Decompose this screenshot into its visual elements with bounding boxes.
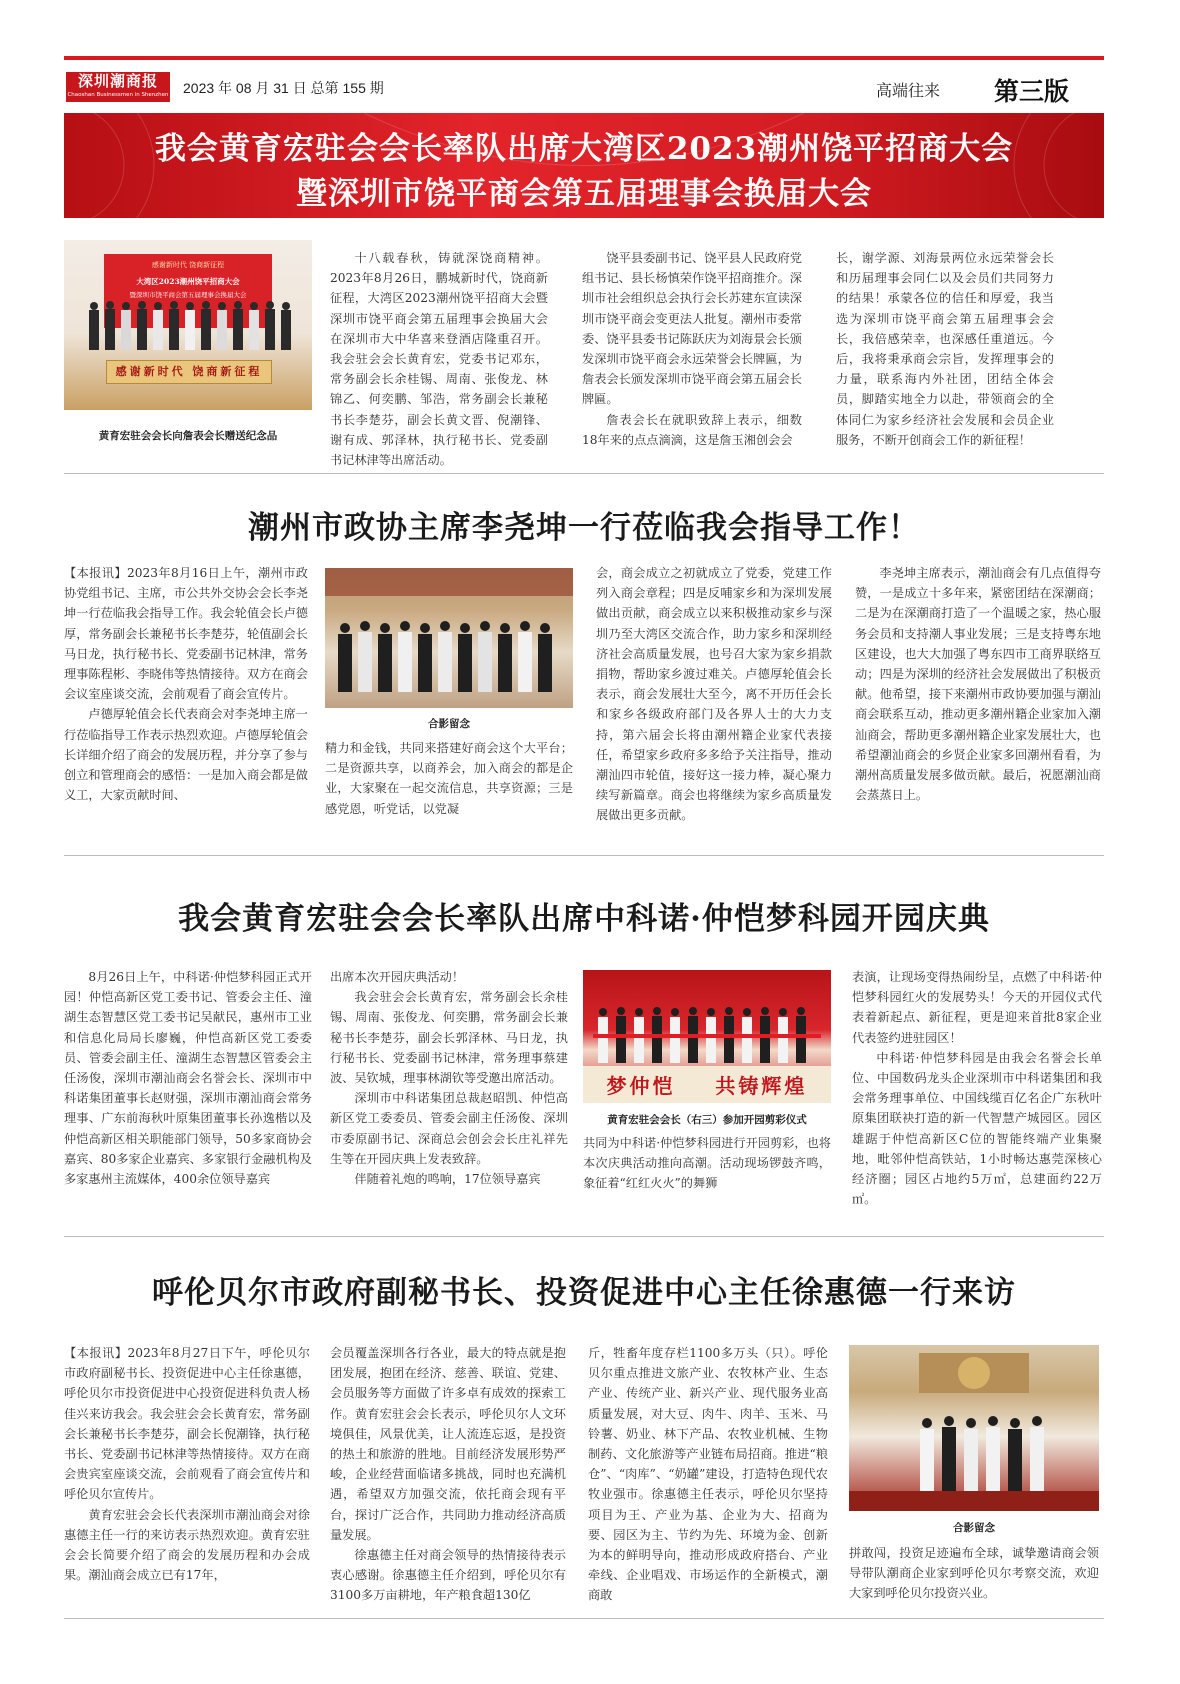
article2-caption: 合影留念	[428, 718, 470, 730]
article4-col2	[330, 1343, 566, 1606]
article4-col4	[849, 1543, 1099, 1604]
stage-text-1: 大湾区2023潮州饶平招商大会	[136, 277, 240, 286]
photo-banner-text: 梦仲恺 共铸辉煌	[606, 1074, 808, 1098]
stage-golden-sign	[106, 360, 272, 384]
page-number: 第三版	[994, 78, 1070, 106]
article4-title: 呼伦贝尔市政府副秘书长、投资促进中心主任徐惠德一行来访	[152, 1275, 1016, 1311]
divider	[64, 473, 1104, 474]
paragraph: 长，谢学源、刘海景两位永远荣誉会长和历届理事会同仁以及会员们共同努力的结果！承蒙各位的信任和厚爱，我当选为深圳市饶平商会第五届理事会会长，我倍感荣幸，也深感任重道远。今后，我将秉承商会宗旨，发挥理事会的力量，联系海内外社团，团结全体会员，脚踏实地全力以赴，带领商会的全体同仁为家乡经济社会发展和会员企业服务，不断开创商会工作的新征程！	[836, 251, 1054, 447]
masthead-logo-en: Chaoshan Businessmen in Shenzhen	[67, 92, 169, 98]
paragraph: 十八载春秋，铸就深饶商精神。2023年8月26日，鹏城新时代，饶商新征程，大湾区2023潮州饶平招商大会暨深圳市饶平商会第五届理事会换届大会在深圳市大中华喜来登酒店隆重召开。我会驻会会长黄育宏，党委书记邓东，常务副会长余桂锡、周南、张俊龙、林锦乙、何奕鹏、邹浩，常务副会长兼秘书长李楚芬，副会长黄文晋、倪潮锋、谢有成、郭泽林，执行秘书长、党委副书记林津等出席活动。	[330, 251, 548, 468]
paragraph: 卢德厚轮值会长代表商会对李尧坤主席一行莅临指导工作表示热烈欢迎。卢德厚轮值会长详细介绍了商会的发展历程，并分享了参与创立和管理商会的感悟：一是加入商会都是做义工，大家贡献时间、	[64, 707, 308, 803]
article1-col1	[330, 248, 548, 470]
article2-title: 潮州市政协主席李尧坤一行莅临我会指导工作！	[248, 510, 920, 546]
article4-caption: 合影留念	[953, 1522, 995, 1534]
paragraph: 徐惠德主任对商会领导的热情接待表示衷心感谢。徐惠德主任介绍到，呼伦贝尔有3100多万亩耕地，年产粮食超130亿	[330, 1548, 566, 1603]
article3-caption: 黄育宏驻会会长（右三）参加开园剪彩仪式	[607, 1114, 807, 1126]
paragraph: 出席本次开园庆典活动！	[330, 970, 465, 984]
paragraph: 拼敢闯，投资足迹遍布全球，诚挚邀请商会领导带队潮商企业家到呼伦贝尔考察交流，欢迎大家到呼伦贝尔投资兴业。	[849, 1546, 1099, 1601]
article2-col2	[325, 738, 573, 819]
paragraph: 【本报讯】2023年8月27日下午，呼伦贝尔市政府副秘书长、投资促进中心主任徐惠德，呼伦贝尔市投资促进中心投资促进科负责人杨佳兴来访我会。我会驻会会长黄育宏，常务副会长兼秘书长李楚芬，副会长倪潮锋，执行秘书长、党委副书记林津等热情接待。双方在商会贵宾室座谈交流，会前观看了商会宣传片和呼伦贝尔宣传片。	[64, 1346, 310, 1502]
article2-photo[interactable]	[325, 568, 573, 708]
stage-slogan-small: 感谢新时代 饶商新征程	[151, 261, 225, 269]
article2-col4	[855, 563, 1101, 805]
paragraph: 【本报讯】2023年8月16日上午，潮州市政协党组书记、主席，市公共外交协会会长李尧坤一行莅临我会指导工作。我会轮值会长卢德厚，常务副会长兼秘书长李楚芬，轮值副会长马日龙，执行秘书长、党委副书记林津，常务理事陈程彬、李晓伟等热情接待。双方在商会会议室座谈交流，会前观看了商会宣传片。	[64, 566, 308, 702]
divider	[64, 1618, 1104, 1619]
paragraph: 表演，让现场变得热闹纷呈，点燃了中科诺·仲恺梦科园红火的发展势头！今天的开园仪式代表着新起点、新征程，更是迎来首批8家企业代表签约进驻园区！	[852, 970, 1102, 1045]
paragraph: 黄育宏驻会会长代表深圳市潮汕商会对徐惠德主任一行的来访表示热烈欢迎。黄育宏驻会会长简要介绍了商会的发展历程和办会成果。潮汕商会成立已有17年，	[64, 1507, 310, 1583]
article3-col3	[583, 1133, 831, 1194]
paragraph: 会员覆盖深圳各行各业，最大的特点就是抱团发展，抱团在经济、慈善、联谊、党建、会员服务等方面做了许多卓有成效的探索工作。黄育宏驻会会长表示，呼伦贝尔人文环境俱佳，风景优美，让人流连忘返，是投资的热土和旅游的胜地。目前经济发展形势严峻，企业经营面临诸多挑战，同时也充满机遇，希望双方加强交流，依托商会现有平台，探讨广泛合作，共同助力推动经济高质量发展。	[330, 1346, 566, 1542]
article3-col1	[64, 967, 312, 1189]
paragraph: 中科诺·仲恺梦科园是由我会名誉会长单位、中国数码龙头企业深圳市中科诺集团和我会常务理事单位、中国线缆百亿名企广东秋叶原集团联袂打造的新一代智慧产城园区。园区雄踞于仲恺高新区C位的智能终端产业集聚地，毗邻仲恺高铁站，1小时畅达惠莞深核心经济圈；园区占地约5万㎡，总建面约22万㎡。	[852, 1050, 1102, 1207]
masthead-logo[interactable]	[66, 72, 170, 102]
paragraph: 我会驻会会长黄育宏，常务副会长余桂锡、周南、张俊龙、何奕鹏，常务副会长兼秘书长李楚芬，副会长郭泽林、马日龙，执行秘书长、党委副书记林津，常务理事蔡建波、吴钦城，理事林湖钦等受邀出席活动。	[330, 990, 568, 1086]
divider	[64, 855, 1104, 856]
issue-date: 2023 年 08 月 31 日 总第 155 期	[183, 80, 384, 96]
article1-col3	[836, 248, 1054, 450]
article3-col4	[852, 967, 1102, 1209]
article3-col2	[330, 967, 568, 1189]
paragraph: 8月26日上午，中科诺·仲恺梦科园正式开园！仲恺高新区党工委书记、管委会主任、潼湖生态智慧区党工委书记吴献民，惠州市工业和信息化局局长廖巍，仲恺高新区党工委委员、管委会副主任、潼湖生态智慧区管委会主任汤俊，深圳市潮汕商会名誉会长、深圳市中科诺集团董事长赵财强，深圳市潮汕商会常务理事、广东前海秋叶原集团董事长孙逸楷以及仲恺高新区相关职能部门领导，50多家商协会嘉宾、80多家企业嘉宾、多家银行金融机构及多家惠州主流媒体，400余位领导嘉宾	[64, 970, 312, 1187]
article4-col1	[64, 1343, 310, 1585]
stage-text-2: 暨深圳市饶平商会第五届理事会换届大会	[129, 291, 247, 299]
paragraph: 深圳市中科诺集团总裁赵昭凯、仲恺高新区党工委委员、管委会副主任汤俊、深圳市委原副书记、深商总会创会会长庄礼祥先生等在开园庆典上发表致辞。	[330, 1091, 568, 1166]
lead-headline-line2: 暨深圳市饶平商会第五届理事会换届大会	[296, 176, 872, 212]
masthead-logo-cn: 深圳潮商报	[77, 72, 158, 90]
article3-title: 我会黄育宏驻会会长率队出席中科诺·仲恺梦科园开园庆典	[178, 901, 990, 937]
paragraph: 詹表会长在就职致辞上表示，细数18年来的点点滴滴，这是詹玉湘创会会	[582, 412, 802, 447]
article2-col1	[64, 563, 308, 805]
top-rule	[64, 56, 1104, 60]
lead-headline-banner	[64, 113, 1104, 218]
paragraph: 斤，牲畜年度存栏1100多万头（只）。呼伦贝尔重点推进文旅产业、农牧林产业、生态产业、传统产业、新兴产业、现代服务业高质量发展，对大豆、肉牛、肉羊、玉米、马铃薯、奶业、林下产品、农牧业机械、生物制药、文化旅游等产业链布局招商。推进“粮仓”、“肉库”、“奶罐”建设，打造特色现代农牧业强市。徐惠德主任表示，呼伦贝尔坚持项目为王、产业为基、企业为大、招商为要、园区为主、节约为先、环境为金、创新为本的鲜明导向，推动形成政府搭台、产业牵线、企业唱戏、市场运作的全新模式，潮商敢	[588, 1346, 828, 1603]
divider	[64, 1236, 1104, 1237]
group-people	[84, 296, 292, 356]
section-name: 高端往来	[876, 83, 941, 100]
group-photo-figures	[325, 568, 573, 708]
paragraph: 会，商会成立之初就成立了党委，党建工作列入商会章程；四是反哺家乡和为深圳发展做出贡献，商会成立以来积极推动家乡与深圳乃至大湾区交流合作，助力家乡和深圳经济社会高质量发展，也号召大家为家乡捐款捐物，帮助家乡渡过难关。卢德厚轮值会长表示，商会发展壮大至今，离不开历任会长和家乡各级政府部门及各界人士的大力支持，第六届会长将由潮州籍企业家代表接任，希望家乡政府多多给予关注指导，推动潮汕四市轮值，接好这一接力棒，凝心聚力续写新篇章。商会也将继续为家乡高质量发展做出更多贡献。	[596, 566, 832, 823]
lead-headline-line1: 我会黄育宏驻会会长率队出席大湾区2023潮州饶平招商大会	[154, 131, 1014, 167]
people-figures	[84, 296, 292, 356]
article1-col2	[582, 248, 802, 450]
paragraph: 伴随着礼炮的鸣响，17位领导嘉宾	[354, 1172, 541, 1187]
paragraph: 共同为中科诺·仲恺梦科园进行开园剪彩，也将本次庆典活动推向高潮。活动现场锣鼓齐鸣，象征着“红红火火”的舞狮	[583, 1136, 831, 1191]
paragraph: 李尧坤主席表示，潮汕商会有几点值得夸赞，一是成立十多年来，紧密团结在深潮商；二是为在深潮商打造了一个温暖之家，热心服务会员和支持潮人事业发展；三是支持粤东地区建设，也大大加强了粤东四市工商界联络互动；四是为深圳的经济社会发展做出了积极贡献。他希望，接下来潮州市政协要加强与潮汕商会联系互动，推动更多潮州籍企业家加入潮汕商会，帮助更多潮州籍企业家发展壮大，也希望潮汕商会的乡贤企业家多回潮州看看，为潮州高质量发展多做贡献。最后，祝愿潮汕商会蒸蒸日上。	[855, 566, 1101, 803]
article4-col3	[588, 1343, 828, 1606]
stage-golden-sign-text: 感谢新时代 饶商新征程	[115, 365, 263, 378]
paragraph: 饶平县委副书记、饶平县人民政府党组书记、县长杨慎荣作饶平招商推介。深圳市社会组织总会执行会长苏建东宣读深圳市饶平商会变更法人批复。潮州市委常委、饶平县委书记陈跃庆为刘海景会长颁发深圳市饶平商会永远荣誉会长牌匾，为詹表会长颁发深圳市饶平商会第五届会长牌匾。	[582, 251, 802, 407]
article1-caption: 黄育宏驻会会长向詹表会长赠送纪念品	[98, 430, 278, 442]
article2-col3	[596, 563, 832, 826]
paragraph: 精力和金钱，共同来搭建好商会这个大平台；二是资源共享，以商养会，加入商会的都是企业，大家聚在一起交流信息，共享资源；三是感党恩，听党话，以党凝	[325, 741, 573, 816]
visit-group-figures	[849, 1345, 1099, 1511]
article1-photo[interactable]	[64, 240, 312, 410]
article3-photo[interactable]	[583, 970, 831, 1103]
article4-photo[interactable]	[849, 1345, 1099, 1511]
